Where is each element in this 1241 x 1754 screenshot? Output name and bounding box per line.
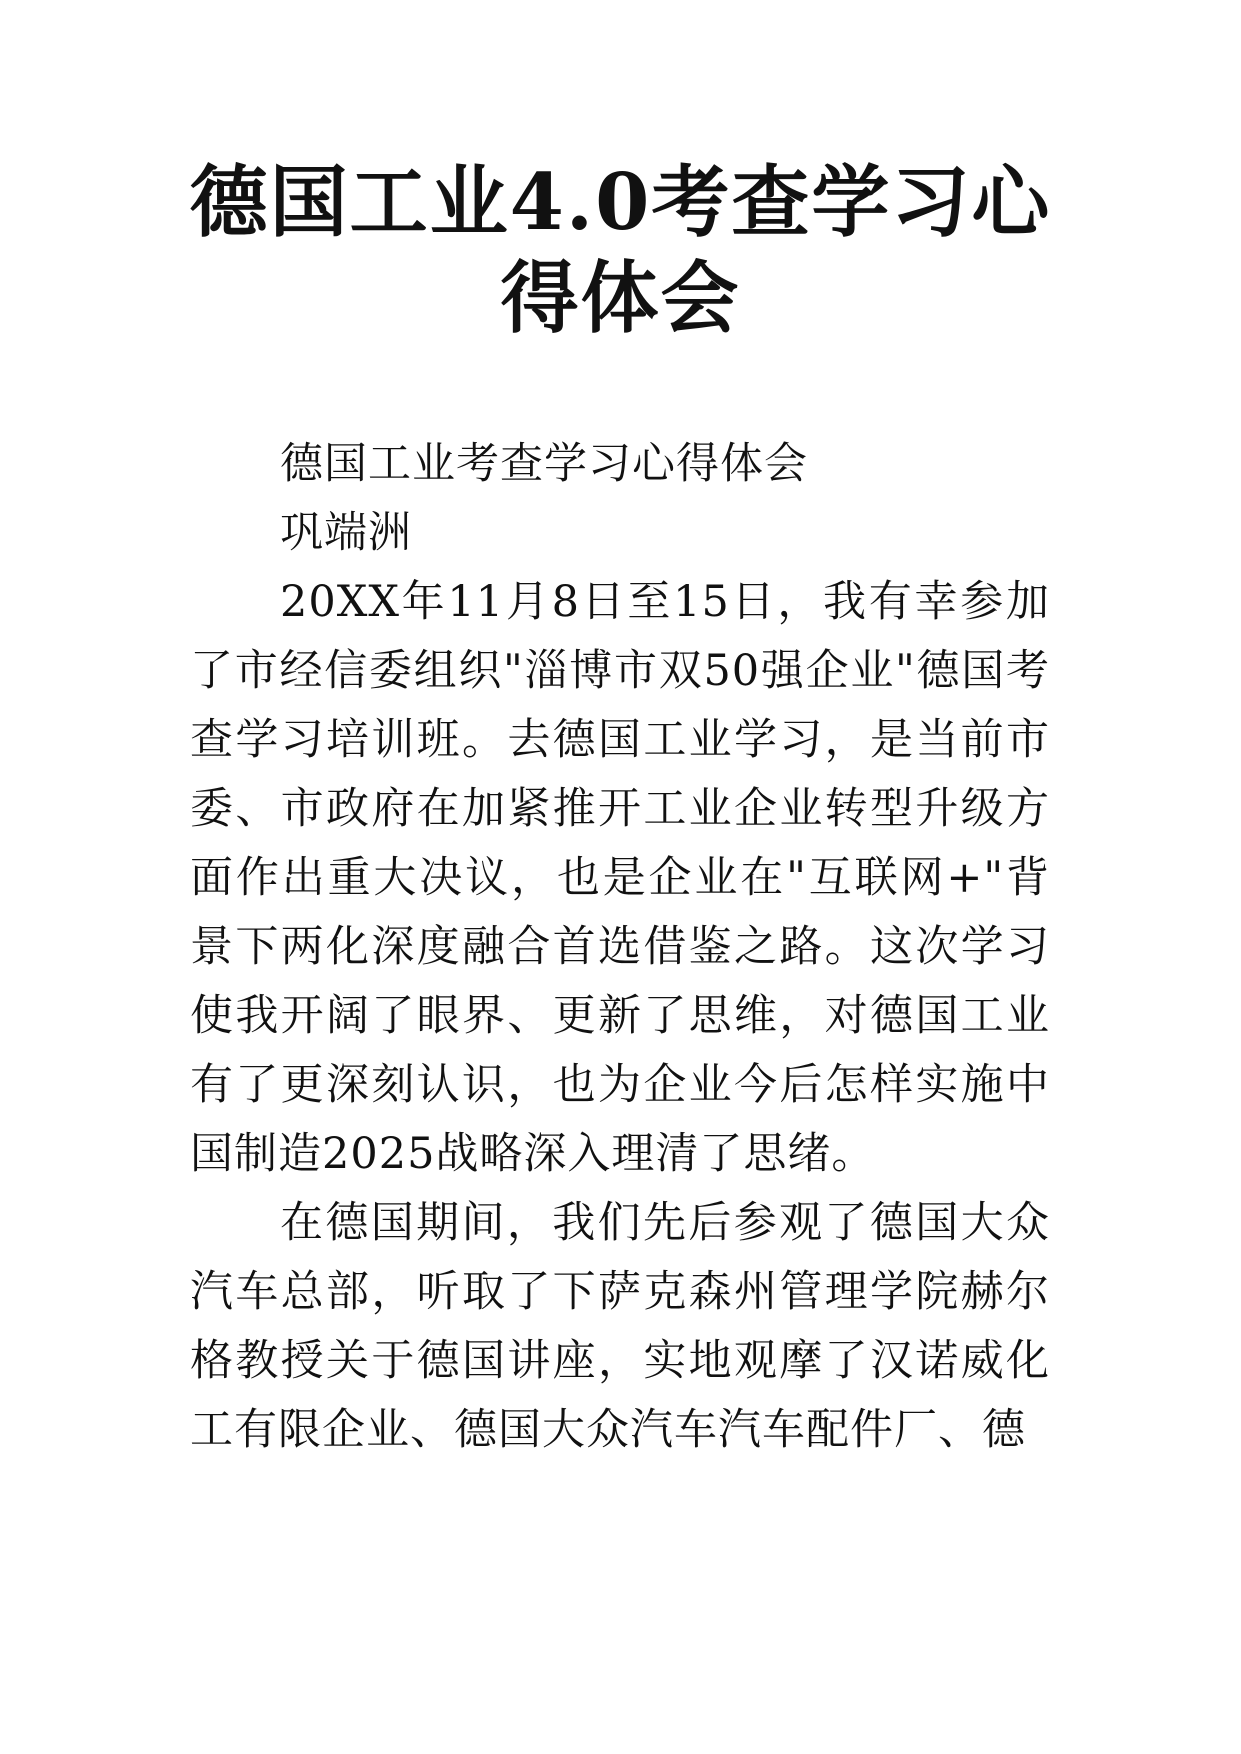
- paragraph-1: 20XX年11月8日至15日，我有幸参加了市经信委组织"淄博市双50强企业"德国考查学习培训班。去德国工业学习，是当前市委、市政府在加紧推开工业企业转型升级方面作出重大决议，也是企业在"互联网+"背景下两化深度融合首选借鉴之路。这次学习使我开阔了眼界、更新了思维，对德国工业有了更深刻认识，也为企业今后怎样实施中国制造2025战略深入理清了思绪。: [190, 577, 1050, 1179]
- document-body: [190, 430, 1050, 1465]
- subtitle: 德国工业考查学习心得体会: [280, 439, 808, 489]
- paragraph-2: 在德国期间，我们先后参观了德国大众汽车总部，听取了下萨克森州管理学院赫尔格教授关于德国讲座，实地观摩了汉诺威化工有限企业、德国大众汽车汽车配件厂、德: [190, 1198, 1050, 1455]
- author: 巩端洲: [280, 508, 412, 558]
- title-line-1: 德国工业4.0考查学习心: [189, 157, 1052, 248]
- document-title: [150, 155, 1091, 347]
- title-line-2: 得体会: [500, 253, 741, 344]
